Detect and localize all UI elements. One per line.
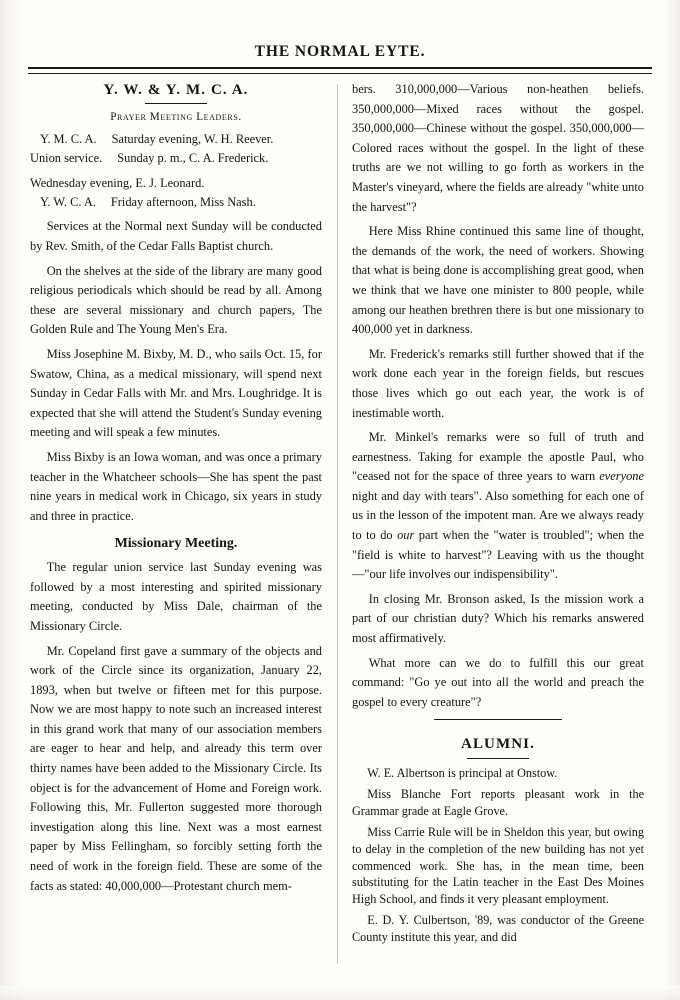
emphasis-everyone: everyone [599,469,644,484]
masthead-double-rule [28,67,652,74]
leader-line [30,193,322,212]
paragraph: bers. 310,000,000—Various non-heathen beliefs. 350,000,000—Mixed races without the gospel. 350,000,000—Chinese without the gospel. 350,000,000—Colored races without the gospel. In the light of these truths are we not willing to go forth as workers in the Master's vineyard, where the fields are already "white unto the harvest"? [352,82,644,214]
leader-detail: Friday afternoon, Miss Nash. [110,195,256,210]
leader-detail: Saturday evening, W. H. Reever. [111,131,274,146]
right-column [352,80,644,946]
text-run: part when the "water is troubled"; when the "field is white to harvest"? Leaving with us the thought —"our life involves our indispensibility". [352,528,644,582]
leader-detail: Wednesday evening, E. J. Leonard. [30,175,205,190]
leader-line [30,149,322,168]
spacer [30,526,322,536]
alumni-item: Miss Blanche Fort reports pleasant work in the Grammar grade at Eagle Grove. [352,787,644,818]
paragraph: What more can we do to fulfill this our great command: "Go ye out into all the world and preach the gospel to every creature"? [352,655,644,709]
leader-org: Y. W. C. A. [40,195,96,210]
missionary-meeting-heading: Missionary Meeting. [114,536,238,552]
alumni-heading-rule [467,758,529,759]
scan-edge-right [664,0,680,1000]
alumni-heading: ALUMNI. [461,736,535,753]
paragraph: Here Miss Rhine continued this same line of thought, the demands of the work, the need of workers. Showing that what is being done is accomplishing great good, when we think that we have one minister to 800 people, while among our heathen brethren there is but one missionary to 400,000 yet in darkness. [352,224,644,337]
alumni-section-divider-rule [434,719,562,720]
alumni-items [352,765,644,946]
text-run: Mr. Minkel's remarks were so full of truth and earnestness. Taking for example the apostle Paul, who "ceased not for the space of three years to warn [352,430,644,484]
paragraph: The regular union service last Sunday evening was followed by a most interesting and spirited missionary meeting, conducted by Miss Dale, chairman of the Missionary Circle. [30,560,322,633]
paragraph: On the shelves at the side of the library are many good religious periodicals which should be read by all. Among these are several missionary and church papers, The Golden Rule and The Young Men's Era. [30,263,322,337]
left-column [30,80,322,896]
scan-edge-left [0,0,22,1000]
emphasis-our: our [397,528,415,543]
alumni-section [352,736,644,945]
ymca-section [30,82,322,526]
alumni-item: Miss Carrie Rule will be in Sheldon this year, but owing to delay in the completion of the new building has not yet commenced work. She has, in the mean time, been substituting for the Latin teacher in the East Des Moines High School, and finds it very pleasant employment. [352,825,644,906]
leader-detail: Sunday p. m., C. A. Frederick. [117,151,269,166]
paragraph: Miss Bixby is an Iowa woman, and was once a primary teacher in the Whatcheer schools—She has spent the past nine years in medical work in Chicago, six years in study and three in practice. [30,449,322,523]
paragraph: In closing Mr. Bronson asked, Is the mission work a part of our christian duty? Which his remarks answered most affirmatively. [352,591,644,646]
paragraph: Mr. Frederick's remarks still further showed that if the work done each year in the foreign fields, but rescues those lives which go out each year, the work is of inestimable worth. [352,346,644,420]
leader-org: Y. M. C. A. [40,131,97,146]
publication-title: THE NORMAL EYTE. [254,43,426,60]
prayer-meeting-leaders-subheading: Prayer Meeting Leaders. [110,111,242,124]
text-run: night and day with tears". Also something for each one of us in the lesson of the impotent man. Are we always ready to to do [352,488,644,543]
missionary-meeting-section [30,536,322,896]
alumni-item: W. E. Albertson is principal at Onstow. [367,765,558,780]
masthead [28,44,652,60]
column-divider [337,84,338,964]
scan-edge-bottom [0,986,680,1000]
ymca-heading-rule [145,103,207,104]
ymca-heading: Y. W. & Y. M. C. A. [103,82,249,98]
paragraph: Miss Josephine M. Bixby, M. D., who sails Oct. 15, for Swatow, China, as a medical missionary, will spend next Sunday in Cedar Falls with Mr. and Mrs. Loughridge. It is expected that she will attend the Student's Sunday evening meeting and will speak a few minutes. [30,347,322,440]
spacer [352,729,644,734]
leader-line [30,174,322,193]
paragraph: Services at the Normal next Sunday will be conducted by Rev. Smith, of the Cedar Falls Baptist church. [30,219,322,254]
leader-line [30,130,322,149]
paragraph: Mr. Copeland first gave a summary of the objects and work of the Circle since its organization, January 22, 1893, when but twelve or fifteen met for this purpose. Now we are most happy to note such an increased interest in this grand work that many of our association members are eager to hear and help, and already this term over thirty names have been added to the Missionary Circle. Its object is for the advancement of Home and Foreign work. Following this, Mr. Fullerton suggested more thorough investigation along this line. Next was a most earnest paper by Miss Fellingham, so forcibly setting forth the need of work in the foreign field. These are some of the facts as stated: 40,000,000—Protestant church mem- [30,643,322,893]
leader-org: Union service. [30,151,103,166]
paragraph-minkel [352,428,644,585]
alumni-item: E. D. Y. Culbertson, '89, was conductor of the Greene County institute this year, and did [352,913,644,944]
